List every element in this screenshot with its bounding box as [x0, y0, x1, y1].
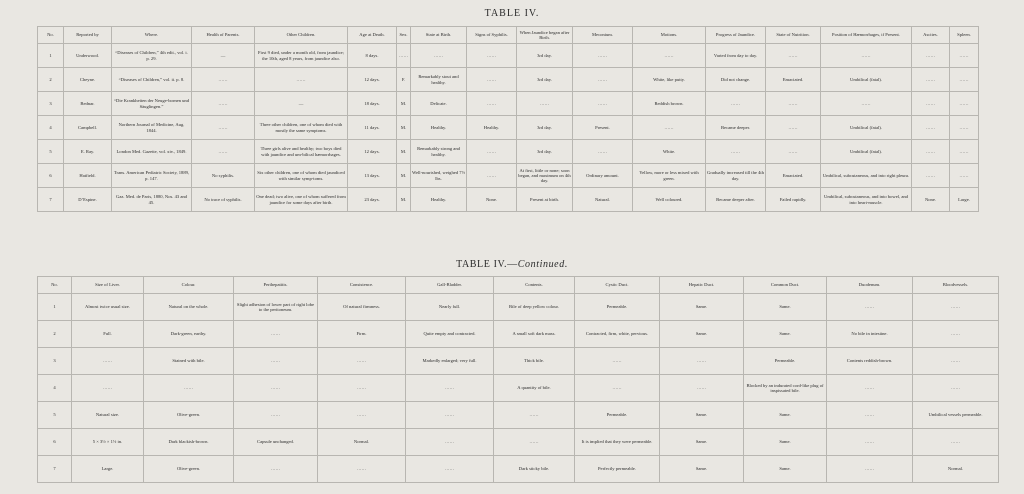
table-cell: “Diseases of Children,” 4th edit., vol. i. p. 29. — [112, 44, 192, 68]
table-cell: …… — [494, 402, 575, 429]
table-cell: …… — [633, 44, 706, 68]
table-cell: …… — [467, 92, 517, 116]
table-cell: Same. — [660, 429, 744, 456]
row-number: 2 — [38, 321, 72, 348]
table-cell: …… — [950, 92, 979, 116]
table-cell: …… — [144, 375, 234, 402]
column-header: Position of Hæmorrhages, if Present. — [821, 27, 912, 44]
continued-title-main: TABLE IV.— — [456, 259, 518, 270]
table-cell: Almost twice usual size. — [72, 294, 144, 321]
table-cell: Healthy. — [411, 116, 467, 140]
table-cell: Dark blackish-brown. — [144, 429, 234, 456]
table-cell: …… — [950, 44, 979, 68]
table-cell: …… — [573, 44, 633, 68]
row-number: 6 — [38, 164, 64, 188]
table-cell: …… — [766, 116, 821, 140]
table-cell: Same. — [744, 402, 827, 429]
table-cell: Reddish brown. — [633, 92, 706, 116]
table-cell: Varied from day to day. — [706, 44, 766, 68]
continued-title-suffix: Continued. — [517, 259, 568, 270]
table-cell: Olive-green. — [144, 402, 234, 429]
row-number: 5 — [38, 402, 72, 429]
table-cell: Same. — [660, 294, 744, 321]
column-header: Hepatic Duct. — [660, 277, 744, 294]
table-cell: Same. — [660, 321, 744, 348]
table-row — [38, 116, 979, 140]
table-cell: …… — [827, 429, 913, 456]
table-row — [38, 429, 999, 456]
table-cell: Quite empty and contracted. — [406, 321, 494, 348]
table-cell: Contracted, firm, white, pervious. — [575, 321, 660, 348]
row-number: 5 — [38, 140, 64, 164]
table-cell: Delicate. — [411, 92, 467, 116]
table-cell: Campbell. — [64, 116, 112, 140]
column-header: Colour. — [144, 277, 234, 294]
table-cell: …… — [950, 140, 979, 164]
table-cell: …… — [517, 92, 573, 116]
table-cell: Umbilical (fatal). — [821, 140, 912, 164]
table-row — [38, 294, 999, 321]
table-cell: …… — [72, 375, 144, 402]
table-cell: Became deeper after. — [706, 188, 766, 212]
table-cell: Did not change. — [706, 68, 766, 92]
table-cell: 3rd day. — [517, 116, 573, 140]
column-header: Common Duct. — [744, 277, 827, 294]
table-cell: Well coloured. — [633, 188, 706, 212]
table-row — [38, 68, 979, 92]
table-cell: …… — [706, 140, 766, 164]
table-cell: …… — [827, 402, 913, 429]
table-cell: None. — [912, 188, 950, 212]
table-cell: …… — [950, 68, 979, 92]
row-number: 4 — [38, 375, 72, 402]
table-cell: Normal. — [318, 429, 406, 456]
column-header: Cystic Duct. — [575, 277, 660, 294]
table-cell: White. — [633, 140, 706, 164]
table-cell: Hatfield. — [64, 164, 112, 188]
table-cell: “Diseases of Children,” vol. ii. p. 8. — [112, 68, 192, 92]
row-number: 4 — [38, 116, 64, 140]
table-cell: Umbilical (fatal). — [821, 116, 912, 140]
table-cell: Of natural firmness. — [318, 294, 406, 321]
table-row — [38, 348, 999, 375]
header-row — [38, 27, 979, 44]
table-cell: Stained with bile. — [144, 348, 234, 375]
column-header: Where. — [112, 27, 192, 44]
column-header: Progress of Jaundice. — [706, 27, 766, 44]
row-number: 7 — [38, 188, 64, 212]
row-number: 2 — [38, 68, 64, 92]
table-cell: Same. — [744, 321, 827, 348]
table-cell: …… — [821, 44, 912, 68]
row-number: 3 — [38, 92, 64, 116]
table-cell: …… — [660, 348, 744, 375]
table-cell: …… — [766, 140, 821, 164]
table-cell: …… — [913, 348, 999, 375]
table-cell: White, like putty. — [633, 68, 706, 92]
table-cell: One dead; two alive, one of whom suffered from jaundice for some days after birth. — [255, 188, 348, 212]
table-cell: Umbilical (fatal). — [821, 68, 912, 92]
table-cell: Remarkably strong and healthy. — [411, 140, 467, 164]
table-cell: F. — [397, 68, 411, 92]
table-cell: Natural on the whole. — [144, 294, 234, 321]
table-cell: …… — [234, 348, 318, 375]
table-cell: …… — [406, 429, 494, 456]
table-cell: Normal. — [913, 456, 999, 483]
table-cell: Healthy. — [411, 188, 467, 212]
table-cell: …… — [318, 348, 406, 375]
table-cell: …… — [912, 68, 950, 92]
table-cell: London Med. Gazette, vol. xiv., 1849. — [112, 140, 192, 164]
table-cell: …… — [318, 402, 406, 429]
column-header: Contents. — [494, 277, 575, 294]
table-row — [38, 402, 999, 429]
table-cell: Gaz. Med. de Paris, 1880, Nos. 43 and 45. — [112, 188, 192, 212]
column-header: Gall-Bladder. — [406, 277, 494, 294]
table-cell: …… — [633, 116, 706, 140]
table-cell: Three other children, one of whom died with mostly the same symptoms. — [255, 116, 348, 140]
table-cell: …… — [706, 92, 766, 116]
table-cell: Large. — [950, 188, 979, 212]
column-header: Other Children. — [255, 27, 348, 44]
table-cell: — — [192, 44, 255, 68]
table-cell: Well-nourished, weighed 7½ lbs. — [411, 164, 467, 188]
table-cell: No bile in intestine. — [827, 321, 913, 348]
table-cell: …… — [573, 140, 633, 164]
table-cell: …… — [913, 321, 999, 348]
table-cell: …… — [827, 294, 913, 321]
table-cell: E. Ray. — [64, 140, 112, 164]
table-cell: D’Espine. — [64, 188, 112, 212]
table-cell: Firm. — [318, 321, 406, 348]
column-header: Ascites. — [912, 27, 950, 44]
table-cell: …… — [912, 164, 950, 188]
column-header: Motions. — [633, 27, 706, 44]
table-cell: 3rd day. — [517, 140, 573, 164]
table-cell: Bednar. — [64, 92, 112, 116]
table-cell: Natural. — [573, 188, 633, 212]
table-cell: Same. — [660, 402, 744, 429]
table-cell: …… — [234, 402, 318, 429]
table-cell: Bile of deep yellow colour. — [494, 294, 575, 321]
column-header: Perihepatitis. — [234, 277, 318, 294]
table-cell: Present at birth. — [517, 188, 573, 212]
table-cell: Dark-green, earthy. — [144, 321, 234, 348]
table-cell: Emaciated. — [766, 68, 821, 92]
row-number: 1 — [38, 44, 64, 68]
table-cell: Large. — [72, 456, 144, 483]
table-cell: Umbilical, subcutaneous, and into bowel, and into heart-muscle. — [821, 188, 912, 212]
table-cell: 3rd day. — [517, 44, 573, 68]
row-number: 7 — [38, 456, 72, 483]
table-cell: …… — [192, 92, 255, 116]
table-cell: Natural size. — [72, 402, 144, 429]
table-cell: Umbilical vessels permeable. — [913, 402, 999, 429]
table-cell: …… — [573, 68, 633, 92]
table-cell: M. — [397, 140, 411, 164]
table-cell: …… — [406, 375, 494, 402]
table-cell: …… — [192, 140, 255, 164]
table-cell: …… — [912, 140, 950, 164]
table-cell: …… — [406, 402, 494, 429]
table-iv-continued-body — [38, 294, 999, 483]
table-row — [38, 188, 979, 212]
table-cell: Emaciated. — [766, 164, 821, 188]
table-cell: Permeable. — [575, 294, 660, 321]
table-cell: Ordinary amount. — [573, 164, 633, 188]
column-header: Bloodvessels. — [913, 277, 999, 294]
table-cell: …… — [234, 375, 318, 402]
table-cell: …… — [467, 140, 517, 164]
table-cell: …… — [72, 348, 144, 375]
table-cell: Perfectly permeable. — [575, 456, 660, 483]
column-header: State at Birth. — [411, 27, 467, 44]
table-cell: Thick bile. — [494, 348, 575, 375]
column-header: When Jaundice began after Birth. — [517, 27, 573, 44]
table-cell: Same. — [744, 456, 827, 483]
table-cell: …… — [467, 44, 517, 68]
table-row — [38, 92, 979, 116]
table-cell: Failed rapidly. — [766, 188, 821, 212]
table-iv-continued — [37, 276, 999, 483]
table-cell: …… — [467, 164, 517, 188]
table-cell: Present. — [573, 116, 633, 140]
row-number: 6 — [38, 429, 72, 456]
table-cell: Gradually increased till the 4th day. — [706, 164, 766, 188]
table-cell: At first, little or none; soon began, and maximum on 4th day. — [517, 164, 573, 188]
table-cell: None. — [467, 188, 517, 212]
table-cell: …… — [318, 375, 406, 402]
table-cell: …… — [397, 44, 411, 68]
table-cell: …… — [913, 294, 999, 321]
table-cell: …… — [494, 429, 575, 456]
continued-title — [0, 259, 1024, 270]
table-cell: …… — [467, 68, 517, 92]
table-cell: Permeable. — [744, 348, 827, 375]
table-cell: …… — [192, 68, 255, 92]
table-cell: Same. — [744, 294, 827, 321]
table-cell: …… — [950, 164, 979, 188]
table-cell: 5 × 3½ × 1½ in. — [72, 429, 144, 456]
table-cell: First 9 died, under a month old, from jaundice; the 10th, aged 8 years, from jaundice also. — [255, 44, 348, 68]
table-iv-body — [38, 44, 979, 212]
table-cell: Full. — [72, 321, 144, 348]
table-cell: 13 days. — [348, 164, 397, 188]
table-cell: 12 days. — [348, 68, 397, 92]
table-cell: It is implied that they were permeable. — [575, 429, 660, 456]
table-cell: Contents reddish-brown. — [827, 348, 913, 375]
table-cell: …… — [912, 92, 950, 116]
table-cell: Became deeper. — [706, 116, 766, 140]
table-cell: …… — [660, 375, 744, 402]
table-cell: — — [255, 92, 348, 116]
table-cell: Nearly full. — [406, 294, 494, 321]
table-cell: …… — [406, 456, 494, 483]
table-iv-continued-header — [38, 277, 999, 294]
table-title: TABLE IV. — [484, 8, 540, 19]
table-cell: …… — [411, 44, 467, 68]
table-cell: M. — [397, 116, 411, 140]
table-row — [38, 44, 979, 68]
table-cell: …… — [192, 116, 255, 140]
table-cell: Northern Journal of Medicine, Aug. 1844. — [112, 116, 192, 140]
header-row — [38, 277, 999, 294]
column-header: State of Nutrition. — [766, 27, 821, 44]
table-row — [38, 164, 979, 188]
table-cell: …… — [575, 375, 660, 402]
table-iv-header — [38, 27, 979, 44]
table-cell: Healthy. — [467, 116, 517, 140]
column-header: Meconium. — [573, 27, 633, 44]
table-cell: …… — [913, 429, 999, 456]
table-cell: A small soft dark mass. — [494, 321, 575, 348]
column-header: Duodenum. — [827, 277, 913, 294]
table-cell: …… — [255, 68, 348, 92]
table-cell: No syphilis. — [192, 164, 255, 188]
table-cell: …… — [766, 44, 821, 68]
table-cell: Capsule unchanged. — [234, 429, 318, 456]
table-iv — [37, 26, 979, 212]
table-cell: Six other children, one of whom died jaundiced with similar symp-toms. — [255, 164, 348, 188]
table-cell: M. — [397, 164, 411, 188]
table-cell: …… — [821, 92, 912, 116]
column-header: Sex. — [397, 27, 411, 44]
table-cell: …… — [912, 116, 950, 140]
table-cell: 3rd day. — [517, 68, 573, 92]
table-cell: …… — [575, 348, 660, 375]
column-header: Signs of Syphilis. — [467, 27, 517, 44]
table-cell: Trans. American Pediatric Society, 1889, p. 147. — [112, 164, 192, 188]
table-cell: 12 days. — [348, 140, 397, 164]
column-header: No. — [38, 277, 72, 294]
table-cell: …… — [234, 321, 318, 348]
column-header: Health of Parents. — [192, 27, 255, 44]
table-cell: …… — [766, 92, 821, 116]
table-row — [38, 140, 979, 164]
table-cell: Olive-green. — [144, 456, 234, 483]
table-cell: Remarkably stout and healthy. — [411, 68, 467, 92]
table-cell: Umbilical, subcutaneous, and into right pleura. — [821, 164, 912, 188]
table-cell: 8 days. — [348, 44, 397, 68]
table-cell: Markedly enlarged; very full. — [406, 348, 494, 375]
table-cell: Underwood. — [64, 44, 112, 68]
column-header: Age at Death. — [348, 27, 397, 44]
column-header: Size of Liver. — [72, 277, 144, 294]
column-header: Consistence. — [318, 277, 406, 294]
table-cell: M. — [397, 188, 411, 212]
table-cell: “Die Krankheiten der Neuge-bornen und Säuglingen.” — [112, 92, 192, 116]
table-cell: Dark sticky bile. — [494, 456, 575, 483]
table-cell: …… — [318, 456, 406, 483]
table-cell: 11 days. — [348, 116, 397, 140]
table-cell: No trace of syphilis. — [192, 188, 255, 212]
column-header: No. — [38, 27, 64, 44]
table-cell: …… — [827, 375, 913, 402]
table-cell: Three girls alive and healthy; two boys died with jaundice and um-bilical hæmorrhages. — [255, 140, 348, 164]
column-header: Reported by — [64, 27, 112, 44]
table-cell: Blocked by an indurated cord-like plug of inspissated bile. — [744, 375, 827, 402]
table-cell: Same. — [660, 456, 744, 483]
table-cell: …… — [912, 44, 950, 68]
row-number: 3 — [38, 348, 72, 375]
table-cell: …… — [913, 375, 999, 402]
table-cell: …… — [827, 456, 913, 483]
table-cell: 18 days. — [348, 92, 397, 116]
table-cell: Permeable. — [575, 402, 660, 429]
table-row — [38, 321, 999, 348]
table-cell: Cheyne. — [64, 68, 112, 92]
table-cell: …… — [950, 116, 979, 140]
table-cell: A quantity of bile. — [494, 375, 575, 402]
table-row — [38, 375, 999, 402]
column-header: Spleen. — [950, 27, 979, 44]
table-cell: …… — [573, 92, 633, 116]
table-cell: Yellow, more or less mixed with green. — [633, 164, 706, 188]
table-cell: M. — [397, 92, 411, 116]
table-cell: Slight adhesion of lower part of right lobe to the peritoneum. — [234, 294, 318, 321]
row-number: 1 — [38, 294, 72, 321]
table-cell: 23 days. — [348, 188, 397, 212]
table-cell: Same. — [744, 429, 827, 456]
table-cell: …… — [234, 456, 318, 483]
table-row — [38, 456, 999, 483]
